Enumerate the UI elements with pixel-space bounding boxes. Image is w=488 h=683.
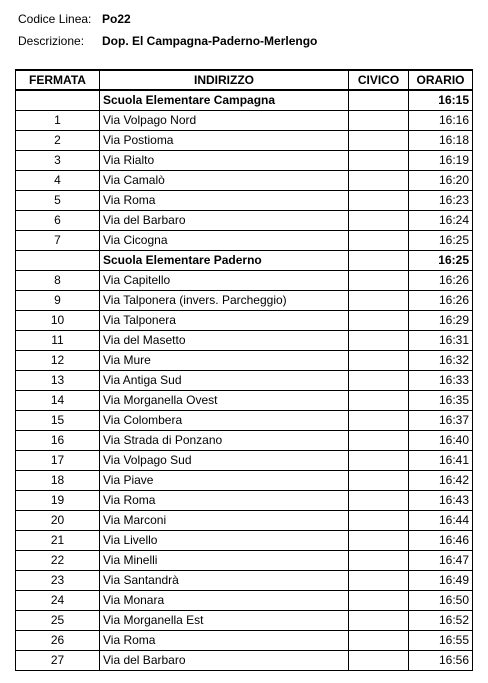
stops-table — [15, 69, 473, 671]
fermata-cell: 7 — [16, 230, 100, 250]
indirizzo-cell: Via Morganella Ovest — [100, 390, 349, 410]
line-code-value: Po22 — [102, 12, 131, 26]
table-row — [16, 450, 473, 470]
fermata-cell: 23 — [16, 570, 100, 590]
table-row — [16, 210, 473, 230]
orario-cell: 16:24 — [409, 210, 473, 230]
table-row — [16, 510, 473, 530]
stops-table-body — [16, 90, 473, 670]
civico-cell — [349, 250, 409, 270]
table-row — [16, 350, 473, 370]
civico-cell — [349, 650, 409, 670]
indirizzo-cell: Scuola Elementare Campagna — [100, 90, 349, 110]
fermata-cell: 3 — [16, 150, 100, 170]
orario-cell: 16:47 — [409, 550, 473, 570]
fermata-cell: 19 — [16, 490, 100, 510]
fermata-cell: 13 — [16, 370, 100, 390]
civico-cell — [349, 270, 409, 290]
orario-cell: 16:50 — [409, 590, 473, 610]
fermata-cell — [16, 250, 100, 270]
table-header-row — [16, 70, 473, 90]
orario-cell: 16:19 — [409, 150, 473, 170]
orario-cell: 16:56 — [409, 650, 473, 670]
indirizzo-cell: Via Talponera (invers. Parcheggio) — [100, 290, 349, 310]
line-header — [0, 0, 488, 70]
civico-cell — [349, 450, 409, 470]
civico-cell — [349, 110, 409, 130]
indirizzo-cell: Via Monara — [100, 590, 349, 610]
fermata-cell: 21 — [16, 530, 100, 550]
orario-cell: 16:33 — [409, 370, 473, 390]
indirizzo-cell: Via Camalò — [100, 170, 349, 190]
orario-cell: 16:18 — [409, 130, 473, 150]
civico-cell — [349, 430, 409, 450]
line-description-value: Dop. El Campagna-Paderno-Merlengo — [102, 34, 318, 48]
orario-cell: 16:29 — [409, 310, 473, 330]
table-row — [16, 390, 473, 410]
indirizzo-cell: Via Roma — [100, 490, 349, 510]
civico-cell — [349, 510, 409, 530]
orario-cell: 16:40 — [409, 430, 473, 450]
civico-cell — [349, 90, 409, 110]
orario-cell: 16:26 — [409, 270, 473, 290]
orario-cell: 16:15 — [409, 90, 473, 110]
orario-cell: 16:26 — [409, 290, 473, 310]
indirizzo-cell: Via Mure — [100, 350, 349, 370]
indirizzo-cell: Via Volpago Nord — [100, 110, 349, 130]
fermata-cell: 1 — [16, 110, 100, 130]
civico-cell — [349, 410, 409, 430]
civico-cell — [349, 470, 409, 490]
orario-cell: 16:55 — [409, 630, 473, 650]
civico-cell — [349, 370, 409, 390]
indirizzo-cell: Via Minelli — [100, 550, 349, 570]
school-row — [16, 90, 473, 110]
fermata-cell: 20 — [16, 510, 100, 530]
civico-cell — [349, 550, 409, 570]
indirizzo-cell: Via Postioma — [100, 130, 349, 150]
orario-cell: 16:37 — [409, 410, 473, 430]
indirizzo-cell: Via Colombera — [100, 410, 349, 430]
orario-cell: 16:44 — [409, 510, 473, 530]
table-row — [16, 530, 473, 550]
civico-cell — [349, 150, 409, 170]
fermata-cell: 22 — [16, 550, 100, 570]
indirizzo-cell: Via Rialto — [100, 150, 349, 170]
table-row — [16, 470, 473, 490]
fermata-cell: 16 — [16, 430, 100, 450]
civico-cell — [349, 530, 409, 550]
table-row — [16, 650, 473, 670]
table-row — [16, 190, 473, 210]
civico-cell — [349, 630, 409, 650]
civico-cell — [349, 130, 409, 150]
fermata-cell: 18 — [16, 470, 100, 490]
orario-cell: 16:25 — [409, 230, 473, 250]
fermata-cell: 4 — [16, 170, 100, 190]
table-row — [16, 430, 473, 450]
civico-cell — [349, 210, 409, 230]
table-row — [16, 290, 473, 310]
line-description-row — [18, 33, 317, 49]
indirizzo-cell: Via Roma — [100, 630, 349, 650]
indirizzo-cell: Via Strada di Ponzano — [100, 430, 349, 450]
orario-cell: 16:41 — [409, 450, 473, 470]
indirizzo-cell: Via Talponera — [100, 310, 349, 330]
fermata-cell: 17 — [16, 450, 100, 470]
indirizzo-cell: Via Antiga Sud — [100, 370, 349, 390]
table-row — [16, 410, 473, 430]
orario-cell: 16:35 — [409, 390, 473, 410]
indirizzo-cell: Via del Barbaro — [100, 210, 349, 230]
table-row — [16, 150, 473, 170]
fermata-cell: 10 — [16, 310, 100, 330]
indirizzo-cell: Via Santandrà — [100, 570, 349, 590]
fermata-cell: 26 — [16, 630, 100, 650]
civico-cell — [349, 590, 409, 610]
orario-cell: 16:46 — [409, 530, 473, 550]
civico-cell — [349, 190, 409, 210]
indirizzo-cell: Via Morganella Est — [100, 610, 349, 630]
table-row — [16, 330, 473, 350]
fermata-cell: 25 — [16, 610, 100, 630]
school-row — [16, 250, 473, 270]
civico-cell — [349, 490, 409, 510]
table-row — [16, 110, 473, 130]
orario-cell: 16:52 — [409, 610, 473, 630]
table-row — [16, 590, 473, 610]
indirizzo-cell: Via del Masetto — [100, 330, 349, 350]
fermata-cell: 14 — [16, 390, 100, 410]
fermata-cell — [16, 90, 100, 110]
civico-cell — [349, 170, 409, 190]
table-row — [16, 230, 473, 250]
table-row — [16, 490, 473, 510]
column-header-indirizzo: INDIRIZZO — [100, 70, 349, 90]
line-code-row — [18, 11, 131, 27]
table-row — [16, 630, 473, 650]
orario-cell: 16:32 — [409, 350, 473, 370]
orario-cell: 16:16 — [409, 110, 473, 130]
line-description-label: Descrizione: — [18, 34, 85, 48]
indirizzo-cell: Via Volpago Sud — [100, 450, 349, 470]
table-row — [16, 370, 473, 390]
fermata-cell: 11 — [16, 330, 100, 350]
fermata-cell: 15 — [16, 410, 100, 430]
civico-cell — [349, 290, 409, 310]
indirizzo-cell: Via Livello — [100, 530, 349, 550]
indirizzo-cell: Via Roma — [100, 190, 349, 210]
column-header-fermata: FERMATA — [16, 70, 100, 90]
fermata-cell: 2 — [16, 130, 100, 150]
fermata-cell: 27 — [16, 650, 100, 670]
civico-cell — [349, 330, 409, 350]
fermata-cell: 24 — [16, 590, 100, 610]
column-header-civico: CIVICO — [349, 70, 409, 90]
table-row — [16, 130, 473, 150]
indirizzo-cell: Via Marconi — [100, 510, 349, 530]
indirizzo-cell: Via Piave — [100, 470, 349, 490]
table-row — [16, 310, 473, 330]
civico-cell — [349, 390, 409, 410]
indirizzo-cell: Via Capitello — [100, 270, 349, 290]
orario-cell: 16:25 — [409, 250, 473, 270]
orario-cell: 16:31 — [409, 330, 473, 350]
civico-cell — [349, 570, 409, 590]
table-row — [16, 550, 473, 570]
civico-cell — [349, 350, 409, 370]
civico-cell — [349, 610, 409, 630]
column-header-orario: ORARIO — [409, 70, 473, 90]
table-row — [16, 270, 473, 290]
table-row — [16, 170, 473, 190]
orario-cell: 16:49 — [409, 570, 473, 590]
civico-cell — [349, 230, 409, 250]
indirizzo-cell: Scuola Elementare Paderno — [100, 250, 349, 270]
orario-cell: 16:20 — [409, 170, 473, 190]
orario-cell: 16:43 — [409, 490, 473, 510]
line-code-label: Codice Linea: — [18, 12, 92, 26]
table-row — [16, 610, 473, 630]
fermata-cell: 6 — [16, 210, 100, 230]
indirizzo-cell: Via del Barbaro — [100, 650, 349, 670]
civico-cell — [349, 310, 409, 330]
orario-cell: 16:23 — [409, 190, 473, 210]
indirizzo-cell: Via Cicogna — [100, 230, 349, 250]
table-row — [16, 570, 473, 590]
fermata-cell: 8 — [16, 270, 100, 290]
fermata-cell: 9 — [16, 290, 100, 310]
orario-cell: 16:42 — [409, 470, 473, 490]
fermata-cell: 12 — [16, 350, 100, 370]
fermata-cell: 5 — [16, 190, 100, 210]
